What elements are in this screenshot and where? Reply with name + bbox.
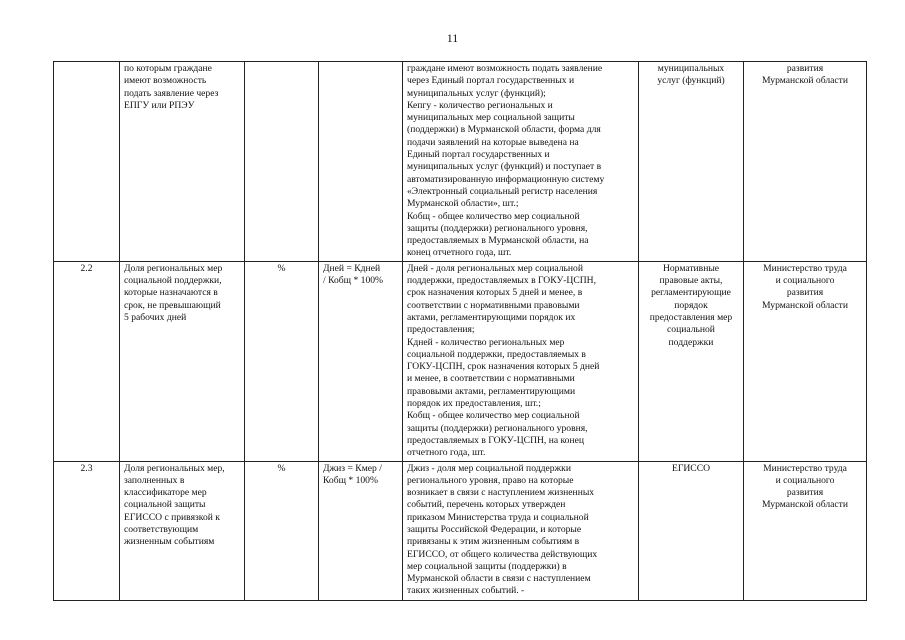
- indicator-name-line: 5 рабочих дней: [124, 311, 187, 323]
- description-line: через Единый портал государственных и: [407, 75, 575, 87]
- indicator-name-line: жизненным событиям: [124, 536, 215, 548]
- source-line: порядок: [674, 299, 708, 311]
- indicators-table: [53, 61, 867, 601]
- description-line: (поддержки) в Мурманской области, форма для: [407, 124, 601, 136]
- description-line: порядок их предоставления, шт.;: [407, 398, 541, 410]
- description-line: конец отчетного года, шт.: [407, 247, 512, 259]
- source-line: поддержки: [668, 336, 714, 348]
- formula-line: / Кобщ * 100%: [323, 275, 384, 287]
- unit-cell: %: [245, 261, 319, 461]
- description-line: соответствии с нормативными правовыми: [407, 299, 580, 311]
- description-line: регионального уровня, право на которые: [407, 474, 574, 486]
- description-line: граждане имеют возможность подать заявление: [407, 63, 603, 74]
- indicator-name-cell: [120, 62, 245, 262]
- indicator-name-line: которые назначаются в: [124, 287, 218, 299]
- description-line: отчетного года, шт.: [407, 447, 486, 459]
- description-line: муниципальных услуг (функций);: [407, 87, 546, 99]
- responsible-cell: [744, 62, 867, 262]
- description-cell: [403, 261, 639, 461]
- description-line: автоматизированную информационную систему: [407, 173, 605, 185]
- description-line: Кепгу - количество региональных и: [407, 99, 553, 111]
- responsible-line: развития: [786, 63, 824, 74]
- description-line: приказом Министерства труда и социальной: [407, 511, 589, 523]
- description-line: муниципальных услуг (функций) и поступает в: [407, 161, 602, 173]
- description-line: муниципальных мер социальной защиты: [407, 112, 575, 124]
- description-line: событий, перечень которых утвержден: [407, 499, 566, 511]
- unit-cell: %: [245, 461, 319, 600]
- description-line: Кобщ - общее количество мер социальной: [407, 410, 580, 422]
- source-line: муниципальных: [657, 63, 725, 74]
- responsible-cell: [744, 461, 867, 600]
- indicator-name-line: имеют возможность: [124, 75, 207, 87]
- description-line: актами, регламентирующими порядок их: [407, 311, 576, 323]
- source-cell: [639, 261, 744, 461]
- formula-line: Кобщ * 100%: [323, 474, 378, 486]
- description-line: правовыми актами, регламентирующими: [407, 385, 576, 397]
- indicator-name-line: социальной защиты: [124, 499, 206, 511]
- indicator-name-line: заполненных в: [124, 474, 185, 486]
- description-line: таких жизненных событий. -: [407, 585, 525, 597]
- description-line: Мурманской области», шт.;: [407, 198, 519, 210]
- indicator-name-line: Доля региональных мер: [124, 262, 223, 274]
- responsible-line: Мурманской области: [762, 299, 848, 311]
- description-line: подачи заявлений на которые выведена на: [407, 136, 579, 148]
- responsible-line: и социального: [775, 275, 835, 287]
- description-line: привязаны к этим жизненным событиям в: [407, 536, 580, 548]
- description-line: срок назначения которых 5 дней и менее, в: [407, 287, 583, 299]
- description-line: Джиз - доля мер социальной поддержки: [407, 462, 571, 474]
- description-line: Кобщ - общее количество мер социальной: [407, 210, 580, 222]
- description-cell: [403, 461, 639, 600]
- description-line: поддержки, предоставляемых в ГОКУ-ЦСПН,: [407, 275, 597, 287]
- table-row: [54, 261, 867, 461]
- responsible-cell: [744, 261, 867, 461]
- source-line: услуг (функций): [657, 75, 725, 87]
- source-line: ЕГИССО: [671, 462, 711, 474]
- responsible-line: Мурманской области: [762, 75, 848, 87]
- indicator-name-line: классификаторе мер: [124, 487, 207, 499]
- indicator-name-line: подать заявление через: [124, 87, 219, 99]
- indicator-name-line: ЕПГУ или РПЭУ: [124, 99, 195, 111]
- description-line: защиты Российской Федерации, и которые: [407, 523, 582, 535]
- indicator-name-line: социальной поддержки,: [124, 275, 222, 287]
- row-number-cell: 2.2: [54, 261, 120, 461]
- page-number: 11: [446, 31, 459, 45]
- description-line: и менее, в соответствии с нормативными: [407, 373, 575, 385]
- source-cell: [639, 461, 744, 600]
- indicator-name-line: ЕГИССО с привязкой к: [124, 511, 220, 523]
- source-line: правовые акты,: [659, 275, 723, 287]
- description-line: Мурманской области в связи с наступлением: [407, 573, 591, 585]
- formula-cell: [319, 261, 403, 461]
- table-row: [54, 62, 867, 262]
- description-line: возникает в связи с наступлением жизненных: [407, 487, 595, 499]
- indicator-name-cell: [120, 261, 245, 461]
- responsible-line: развития: [786, 287, 824, 299]
- description-line: мер социальной защиты (поддержки) в: [407, 560, 567, 572]
- responsible-line: Министерство труда: [763, 462, 847, 474]
- indicator-name-line: срок, не превышающий: [124, 299, 221, 311]
- responsible-line: и социального: [775, 474, 835, 486]
- description-line: Кдней - количество региональных мер: [407, 336, 565, 348]
- description-line: «Электронный социальный регистр населения: [407, 185, 598, 197]
- formula-line: Джиз = Кмер /: [323, 462, 382, 474]
- table-row: [54, 461, 867, 600]
- indicator-name-line: по которым граждане: [124, 63, 212, 74]
- description-line: Дней - доля региональных мер социальной: [407, 262, 583, 274]
- responsible-line: Мурманской области: [762, 499, 848, 511]
- description-line: предоставления;: [407, 324, 475, 336]
- description-line: ГОКУ-ЦСПН, срок назначения которых 5 дней: [407, 361, 600, 373]
- description-line: защиты (поддержки) регионального уровня,: [407, 222, 588, 234]
- formula-cell: [319, 62, 403, 262]
- formula-cell: [319, 461, 403, 600]
- source-cell: [639, 62, 744, 262]
- source-line: социальной: [667, 324, 715, 336]
- description-line: социальной поддержки, предоставляемых в: [407, 348, 586, 360]
- description-cell: [403, 62, 639, 262]
- source-line: Нормативные: [662, 262, 720, 274]
- unit-cell: [245, 62, 319, 262]
- indicator-name-line: Доля региональных мер,: [124, 462, 225, 474]
- formula-line: Дней = Кдней: [323, 262, 381, 274]
- responsible-line: Министерство труда: [763, 262, 847, 274]
- row-number-cell: [54, 62, 120, 262]
- description-line: предоставляемых в Мурманской области, на: [407, 235, 589, 247]
- description-line: Единый портал государственных и: [407, 149, 550, 161]
- description-line: предоставляемых в ГОКУ-ЦСПН, на конец: [407, 434, 585, 446]
- row-number-cell: 2.3: [54, 461, 120, 600]
- responsible-line: развития: [786, 487, 824, 499]
- source-line: предоставления мер: [649, 311, 733, 323]
- source-line: регламентирующие: [651, 287, 731, 299]
- description-line: ЕГИССО, от общего количества действующих: [407, 548, 598, 560]
- indicator-name-cell: [120, 461, 245, 600]
- description-line: защиты (поддержки) регионального уровня,: [407, 422, 588, 434]
- indicator-name-line: соответствующим: [124, 523, 199, 535]
